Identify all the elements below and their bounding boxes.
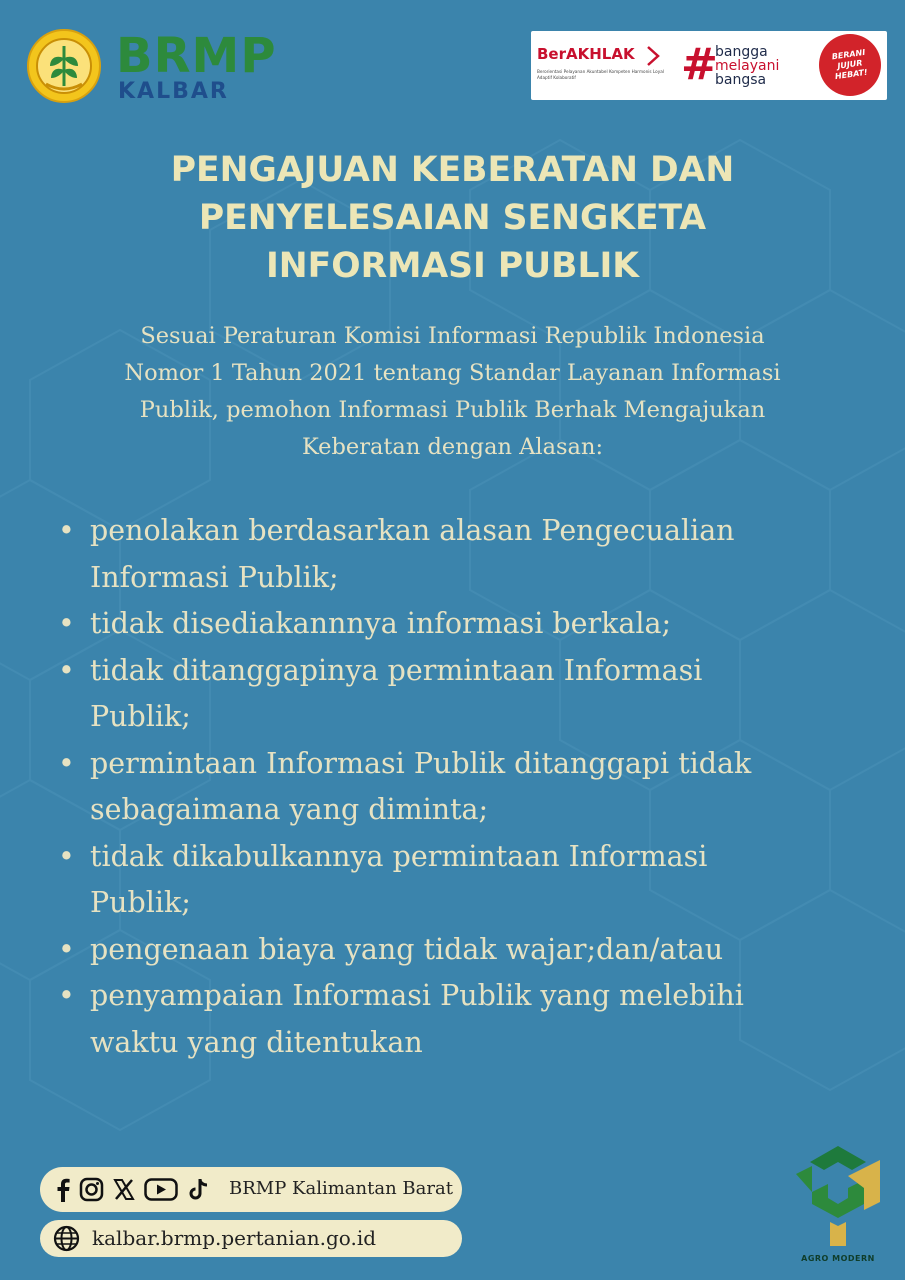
list-item bbox=[52, 508, 872, 601]
social-media-bar bbox=[40, 1167, 462, 1212]
list-item-line-1: tidak dikabulkannya permintaan Informasi bbox=[90, 839, 708, 873]
berakhlak-tagline: Berorientasi Pelayanan Akuntabel Kompeten Harmonis Loyal Adaptif Kolaboratif bbox=[537, 69, 664, 80]
bangga-text bbox=[715, 45, 779, 87]
list-item-line-1: penyampaian Informasi Publik yang melebihi bbox=[90, 979, 744, 1012]
list-item bbox=[52, 927, 872, 974]
berakhlak-badge bbox=[537, 45, 665, 89]
reasons-list bbox=[52, 508, 872, 1066]
chevron-right-icon bbox=[645, 45, 661, 67]
intro-line-3: Publik, pemohon Informasi Publik Berhak Mengajukan bbox=[139, 397, 766, 423]
list-item bbox=[52, 601, 872, 648]
agro-modern-emblem-icon bbox=[790, 1140, 886, 1250]
list-item bbox=[52, 973, 872, 1066]
bangga-word-3: bangsa bbox=[715, 72, 767, 88]
bullet: • bbox=[58, 932, 75, 966]
bullet: • bbox=[58, 653, 75, 687]
bangga-word-1: bangga bbox=[715, 44, 768, 60]
agro-modern-label: AGRO MODERN bbox=[801, 1254, 875, 1263]
title-line-3: INFORMASI PUBLIK bbox=[265, 246, 640, 286]
title-line-1: PENGAJUAN KEBERATAN DAN bbox=[170, 150, 735, 190]
list-item-line-1: penolakan berdasarkan alasan Pengecualian bbox=[90, 514, 735, 547]
social-account-name: BRMP Kalimantan Barat bbox=[229, 1178, 453, 1199]
website-url[interactable]: kalbar.brmp.pertanian.go.id bbox=[92, 1226, 377, 1250]
list-item-line-2: Publik; bbox=[90, 700, 191, 733]
brand-region: KALBAR bbox=[118, 79, 229, 104]
x-icon[interactable] bbox=[113, 1177, 135, 1202]
bullet: • bbox=[58, 607, 75, 640]
page-title bbox=[60, 146, 845, 290]
berakhlak-title: BerAKHLAK bbox=[537, 45, 635, 63]
bullet: • bbox=[58, 746, 75, 780]
berani-text: BERANI JUJUR HEBAT! bbox=[831, 47, 869, 82]
hashtag-icon: # bbox=[681, 39, 718, 90]
list-item-line-1: pengenaan biaya yang tidak wajar;dan/atau bbox=[90, 932, 724, 966]
list-item-line-2: Informasi Publik; bbox=[90, 560, 339, 594]
list-item-line-1: tidak disediakannnya informasi berkala; bbox=[90, 607, 672, 640]
bullet: • bbox=[58, 514, 75, 547]
list-item bbox=[52, 741, 872, 834]
bullet: • bbox=[58, 979, 75, 1012]
facebook-icon[interactable] bbox=[56, 1177, 70, 1202]
title-line-2: PENYELESAIAN SENGKETA bbox=[198, 198, 707, 238]
list-item bbox=[52, 834, 872, 927]
intro-paragraph bbox=[40, 318, 865, 466]
bullet: • bbox=[58, 839, 75, 873]
intro-line-2: Nomor 1 Tahun 2021 tentang Standar Layanan Informasi bbox=[124, 360, 781, 386]
bangga-melayani-badge bbox=[681, 41, 801, 91]
list-item-line-2: Publik; bbox=[90, 886, 191, 919]
agro-modern-logo bbox=[790, 1140, 886, 1270]
social-icons bbox=[56, 1177, 211, 1202]
intro-line-4: Keberatan dengan Alasan: bbox=[301, 434, 604, 460]
list-item-line-1: permintaan Informasi Publik ditanggapi tidak bbox=[90, 746, 752, 780]
tiktok-icon[interactable] bbox=[187, 1177, 211, 1202]
bangga-word-2: melayani bbox=[715, 58, 780, 74]
berani-jujur-hebat-badge bbox=[819, 34, 881, 96]
kementan-seal-icon bbox=[26, 28, 102, 104]
instagram-icon[interactable] bbox=[79, 1177, 104, 1202]
list-item bbox=[52, 648, 872, 741]
brmp-logo bbox=[26, 28, 316, 108]
brand-name: BRMP bbox=[116, 28, 277, 84]
globe-icon bbox=[53, 1225, 80, 1252]
website-bar[interactable] bbox=[40, 1220, 462, 1257]
youtube-icon[interactable] bbox=[144, 1177, 178, 1202]
list-item-line-2: sebagaimana yang diminta; bbox=[90, 793, 489, 826]
government-badges bbox=[531, 31, 887, 100]
intro-line-1: Sesuai Peraturan Komisi Informasi Republik Indonesia bbox=[140, 323, 765, 349]
list-item-line-1: tidak ditanggapinya permintaan Informasi bbox=[90, 653, 703, 687]
list-item-line-2: waktu yang ditentukan bbox=[90, 1025, 423, 1059]
